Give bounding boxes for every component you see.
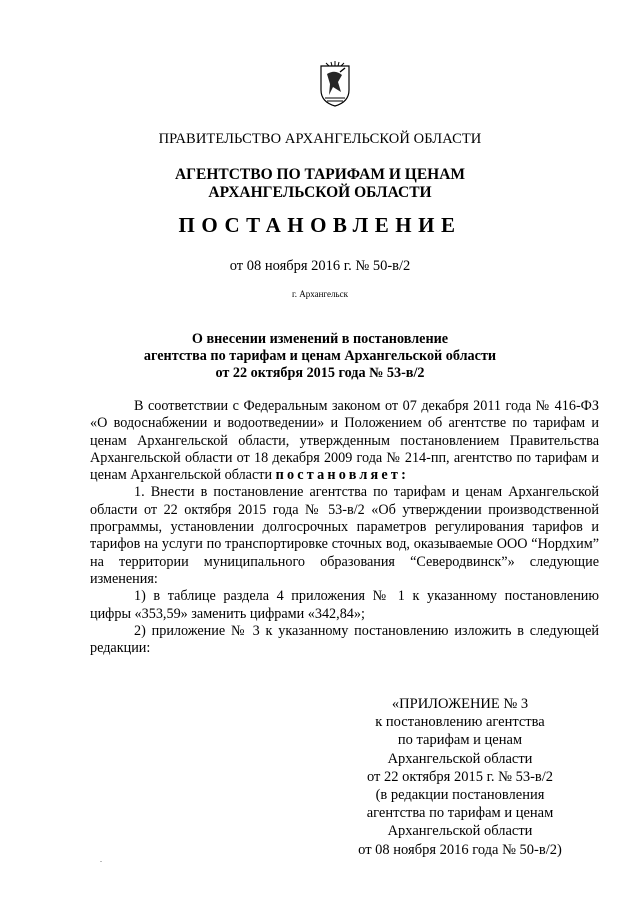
preamble-text: В соответствии с Федеральным законом от 07 декабря 2011 года № 416-ФЗ «О водоснабжении и водоотведении» и Положением об агентстве по тарифам и ценам Архангельской области, утвержденным постановлением Правительства Архангельской области от 18 декабря 2009 года № 214-пп, агентство по тарифам и ценам Архангельской области	[90, 398, 599, 484]
annex-line1: «ПРИЛОЖЕНИЕ № 3	[391, 696, 529, 712]
agency-name-line2: АРХАНГЕЛЬСКОЙ ОБЛАСТИ	[208, 184, 432, 201]
subject-line3: от 22 октября 2015 года № 53-в/2	[215, 365, 425, 381]
document-subject	[0, 331, 640, 382]
annex-line4: Архангельской области	[387, 750, 533, 767]
annex-heading	[340, 695, 580, 859]
annex-line8: Архангельской области	[387, 823, 533, 840]
subject-line1: О внесении изменений в постановление	[191, 331, 449, 347]
agency-name	[0, 166, 640, 202]
document-date-number: от 08 ноября 2016 г. № 50-в/2	[229, 258, 411, 274]
annex-line9: от 08 ноября 2016 года № 50-в/2)	[358, 841, 562, 858]
decree-word: постановляет:	[275, 467, 410, 484]
agency-name-line1: АГЕНТСТВО ПО ТАРИФАМ И ЦЕНАМ	[174, 166, 466, 183]
item-1-2-paragraph: 2) приложение № 3 к указанному постановлению изложить в следующей редакции:	[90, 622, 599, 657]
item-1-1-paragraph: 1) в таблице раздела 4 приложения № 1 к указанному постановлению цифры «353,59» заменить цифрами «342,84»;	[90, 588, 599, 622]
annex-line3: по тарифам и ценам	[397, 732, 523, 749]
annex-line6: (в редакции постановления	[375, 787, 545, 804]
government-name: ПРАВИТЕЛЬСТВО АРХАНГЕЛЬСКОЙ ОБЛАСТИ	[158, 131, 482, 147]
coat-of-arms-icon	[318, 60, 352, 108]
item-1-paragraph: 1. Внести в постановление агентства по тарифам и ценам Архангельской области от 22 октября 2015 года № 53-в/2 «Об утверждении производственной программы, установлении долгосрочных параметров регулирования тарифов и тарифов на услуги по транспортировке сточных вод, оказываемые ООО “Нордхим” на территории муниципального образования “Северодвинск”» следующие изменения:	[90, 484, 599, 587]
document-type: ПОСТАНОВЛЕНИЕ	[178, 213, 462, 237]
page-speck	[100, 861, 102, 862]
document-city: г. Архангельск	[292, 289, 348, 299]
annex-line7: агентства по тарифам и ценам	[366, 805, 554, 822]
preamble-paragraph	[90, 398, 599, 484]
annex-line2: к постановлению агентства	[375, 714, 545, 731]
annex-line5: от 22 октября 2015 г. № 53-в/2	[366, 768, 554, 785]
document-body	[90, 398, 599, 657]
subject-line2: агентства по тарифам и ценам Архангельской области	[143, 348, 497, 364]
